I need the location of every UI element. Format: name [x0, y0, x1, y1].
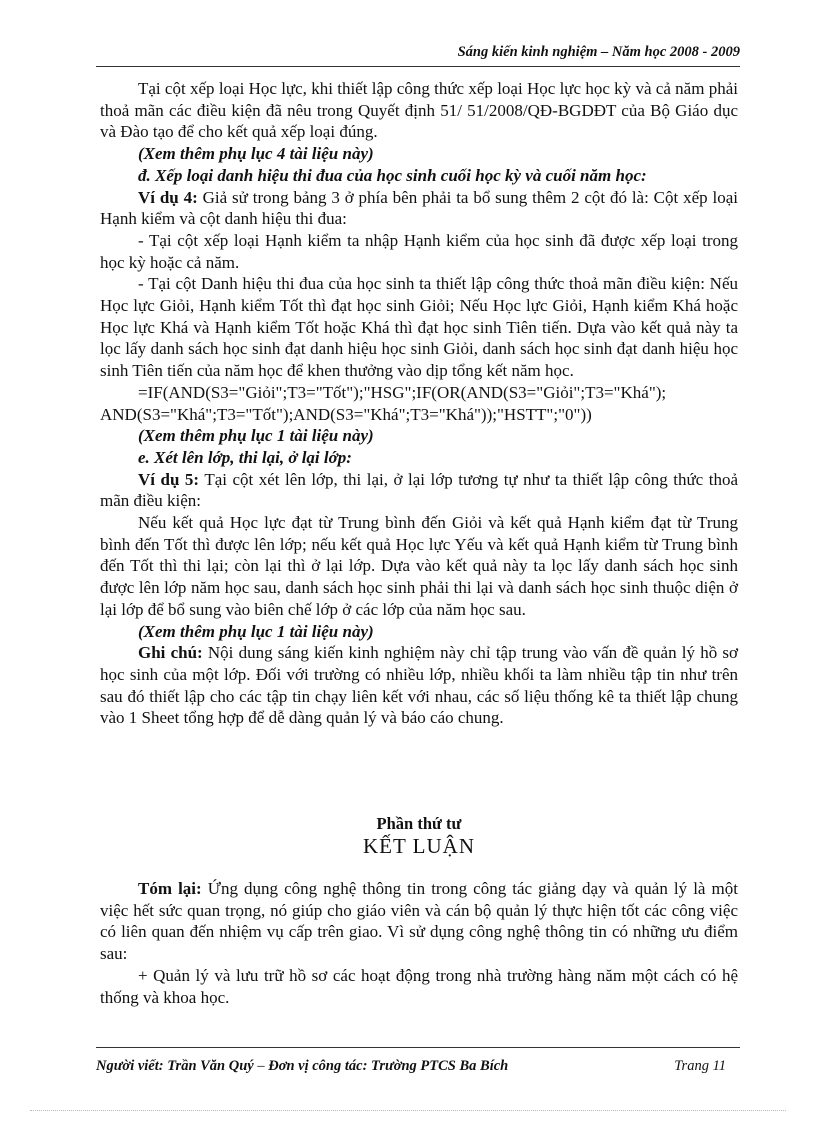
- section-heading-d: đ. Xếp loại danh hiệu thi đua của học sinh cuối học kỳ và cuối năm học:: [138, 165, 647, 185]
- example-5-paragraph: [100, 469, 738, 512]
- header-divider: [96, 66, 740, 67]
- advantage-item: + Quản lý và lưu trữ hồ sơ các hoạt động trong nhà trường hàng năm một cách có hệ thống và khoa học.: [100, 965, 738, 1007]
- excel-formula: =IF(AND(S3="Giỏi";T3="Tốt");"HSG";IF(OR(AND(S3="Giỏi";T3="Khá"); AND(S3="Khá";T3="Tốt");AND(S3="Khá";T3="Khá"));"HSTT";"0")): [100, 382, 667, 424]
- paragraph-promotion: Nếu kết quả Học lực đạt từ Trung bình đến Giỏi và kết quả Hạnh kiểm đạt từ Trung bình đến Tốt thì được lên lớp; nếu kết quả Học lực Yếu và kết quả Hạnh kiểm từ Trung bình đến Tốt thì thi lại; còn lại thì ở lại lớp. Dựa vào kết quả này ta lọc lấy danh sách học sinh được lên lớp năm học sau, danh sách học sinh phải thi lại và danh sách học sinh thuộc diện ở lại lớp để bổ sung vào biên chế lớp ở các lớp của năm học sau.: [100, 513, 738, 619]
- conclusion-body: [100, 878, 738, 1008]
- example-4-paragraph: [100, 187, 738, 230]
- summary-text: Ứng dụng công nghệ thông tin trong công tác giảng dạy và quản lý là một việc hết sức quan trọng, nó giúp cho giáo viên và cán bộ quản lý thực hiện tốt các công việc có liên quan đến nhiệm vụ cấp trên giao. Vì sử dụng công nghệ thông tin có những ưu điểm sau:: [100, 879, 738, 964]
- appendix-reference: (Xem thêm phụ lục 1 tài liệu này): [138, 426, 374, 446]
- conclusion-title: KẾT LUẬN: [362, 834, 475, 858]
- document-body: [100, 78, 738, 729]
- example-5-text: Tại cột xét lên lớp, thi lại, ở lại lớp tương tự như ta thiết lập công thức thoả mãn điều kiện:: [100, 469, 739, 511]
- section-heading-e: e. Xét lên lớp, thi lại, ở lại lớp:: [138, 447, 352, 467]
- note-text: Nội dung sáng kiến kinh nghiệm này chỉ tập trung vào vấn đề quản lý hồ sơ học sinh của một lớp. Đối với trường có nhiều lớp, nhiều khối ta làm nhiều tập tin như trên sau đó thiết lập cho các tập tin chạy liên kết với nhau, các số liệu thống kê ta thiết lập chung vào 1 Sheet tổng hợp để dễ dàng quản lý và báo cáo chung.: [100, 643, 738, 728]
- part-label: Phần thứ tư: [376, 814, 462, 833]
- note-label: Ghi chú:: [138, 643, 203, 663]
- bottom-border: [30, 1110, 786, 1111]
- example-4-label: Ví dụ 4:: [138, 187, 198, 207]
- page-footer: [96, 1058, 740, 1075]
- author-name: Trần Văn Quý: [167, 1058, 254, 1074]
- page-header: Sáng kiến kinh nghiệm – Năm học 2008 - 2009: [457, 44, 740, 60]
- summary-paragraph: [100, 878, 738, 965]
- appendix-reference: (Xem thêm phụ lục 4 tài liệu này): [138, 144, 374, 164]
- appendix-reference: (Xem thêm phụ lục 1 tài liệu này): [138, 621, 374, 641]
- footer-separator: –: [253, 1058, 269, 1074]
- example-4-text: Giả sử trong bảng 3 ở phía bên phải ta bổ sung thêm 2 cột đó là: Cột xếp loại Hạnh kiểm và cột danh hiệu thi đua:: [100, 187, 738, 229]
- paragraph-award: - Tại cột Danh hiệu thi đua của học sinh ta thiết lập công thức thoả mãn điều kiện: Nếu Học lực Giỏi, Hạnh kiểm Tốt thì đạt học sinh Giỏi; Nếu Học lực Giỏi, Hạnh kiểm Khá hoặc Học lực Khá và Hạnh kiểm Tốt hoặc Khá thì đạt học sinh Tiên tiến. Dựa vào kết quả này ta lọc lấy danh sách học sinh đạt danh hiệu học sinh Giỏi, danh sách học sinh đạt danh hiệu học sinh Tiên tiến của năm học để khen thưởng vào dịp tổng kết năm học.: [100, 274, 738, 381]
- example-5-label: Ví dụ 5:: [138, 469, 200, 489]
- paragraph-grading: Tại cột xếp loại Học lực, khi thiết lập công thức xếp loại Học lực học kỳ và cả năm phải thoả mãn các điều kiện đã nêu trong Quyết định 51/ 51/2008/QĐ-BGDĐT của Bộ Giáo dục và Đào tạo để cho kết quả xếp loại đúng.: [100, 79, 738, 142]
- page-number: Trang 11: [674, 1058, 726, 1074]
- paragraph-conduct: - Tại cột xếp loại Hạnh kiểm ta nhập Hạnh kiểm của học sinh đã được xếp loại trong học kỳ hoặc cả năm.: [100, 230, 738, 272]
- author-label: Người viết:: [96, 1058, 164, 1074]
- note-paragraph: [100, 642, 738, 729]
- unit-label: Đơn vị công tác:: [268, 1058, 368, 1074]
- unit-name: Trường PTCS Ba Bích: [371, 1058, 509, 1074]
- summary-label: Tóm lại:: [138, 879, 202, 898]
- footer-divider: [96, 1047, 740, 1048]
